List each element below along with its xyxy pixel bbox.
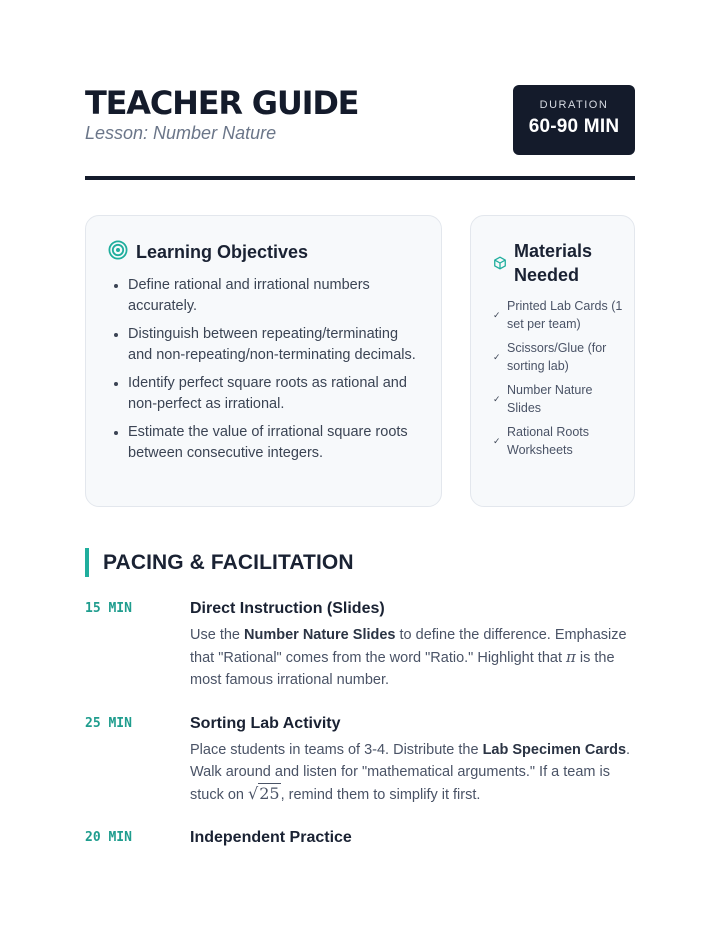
duration-badge	[513, 85, 635, 155]
list-item: Define rational and irrational numbers accurately.	[128, 275, 423, 317]
check-icon: ✓	[493, 435, 501, 446]
objectives-heading: Learning Objectives	[136, 242, 309, 262]
lesson-subtitle: Lesson: Number Nature	[85, 123, 277, 143]
list-item: ✓ Scissors/Glue (for sorting lab)	[493, 341, 607, 373]
page-title: TEACHER GUIDE	[85, 84, 359, 122]
list-item: Estimate the value of irrational square roots between consecutive integers.	[128, 422, 423, 464]
pacing-section-header	[85, 548, 354, 577]
list-item: Identify perfect square roots as rational and non-perfect as irrational.	[128, 373, 423, 415]
check-icon: ✓	[493, 393, 501, 404]
step-time: 15 MIN	[85, 601, 132, 616]
step-time: 20 MIN	[85, 830, 132, 845]
materials-list	[493, 297, 623, 465]
step-title: Sorting Lab Activity	[190, 715, 341, 732]
pi-symbol: π	[566, 648, 576, 666]
list-item: ✓ Rational Roots Worksheets	[493, 425, 589, 457]
duration-value: 60-90 MIN	[528, 116, 620, 137]
list-item: ✓ Printed Lab Cards (1 set per team)	[493, 299, 623, 331]
materials-header	[493, 239, 614, 287]
check-icon: ✓	[493, 351, 501, 362]
step-time: 25 MIN	[85, 716, 132, 731]
box-icon	[493, 256, 507, 287]
pacing-heading: PACING & FACILITATION	[103, 551, 354, 574]
step-title: Independent Practice	[190, 829, 352, 846]
target-icon	[108, 240, 128, 265]
duration-label: DURATION	[539, 99, 609, 111]
header	[85, 84, 635, 180]
step-description: Place students in teams of 3-4. Distribute the Lab Specimen Cards. Walk around and listen for "mathematical arguments." If a team is stuck on √25, remind them to simplify it first.	[190, 742, 631, 803]
materials-card	[470, 215, 635, 507]
list-item: ✓ Number Nature Slides	[493, 383, 593, 415]
objectives-list	[128, 275, 423, 471]
step-description: Use the Number Nature Slides to define the difference. Emphasize that "Rational" comes from the word "Ratio." Highlight that π is the most famous irrational number.	[190, 627, 627, 688]
materials-heading: Materials Needed	[514, 241, 593, 285]
list-item: Distinguish between repeating/terminating and non-repeating/non-terminating decimals.	[128, 324, 423, 366]
learning-objectives-card	[85, 215, 442, 507]
check-icon: ✓	[493, 309, 501, 320]
step-title: Direct Instruction (Slides)	[190, 600, 385, 617]
objectives-header	[108, 240, 308, 265]
square-root-expression: √25	[248, 784, 280, 803]
